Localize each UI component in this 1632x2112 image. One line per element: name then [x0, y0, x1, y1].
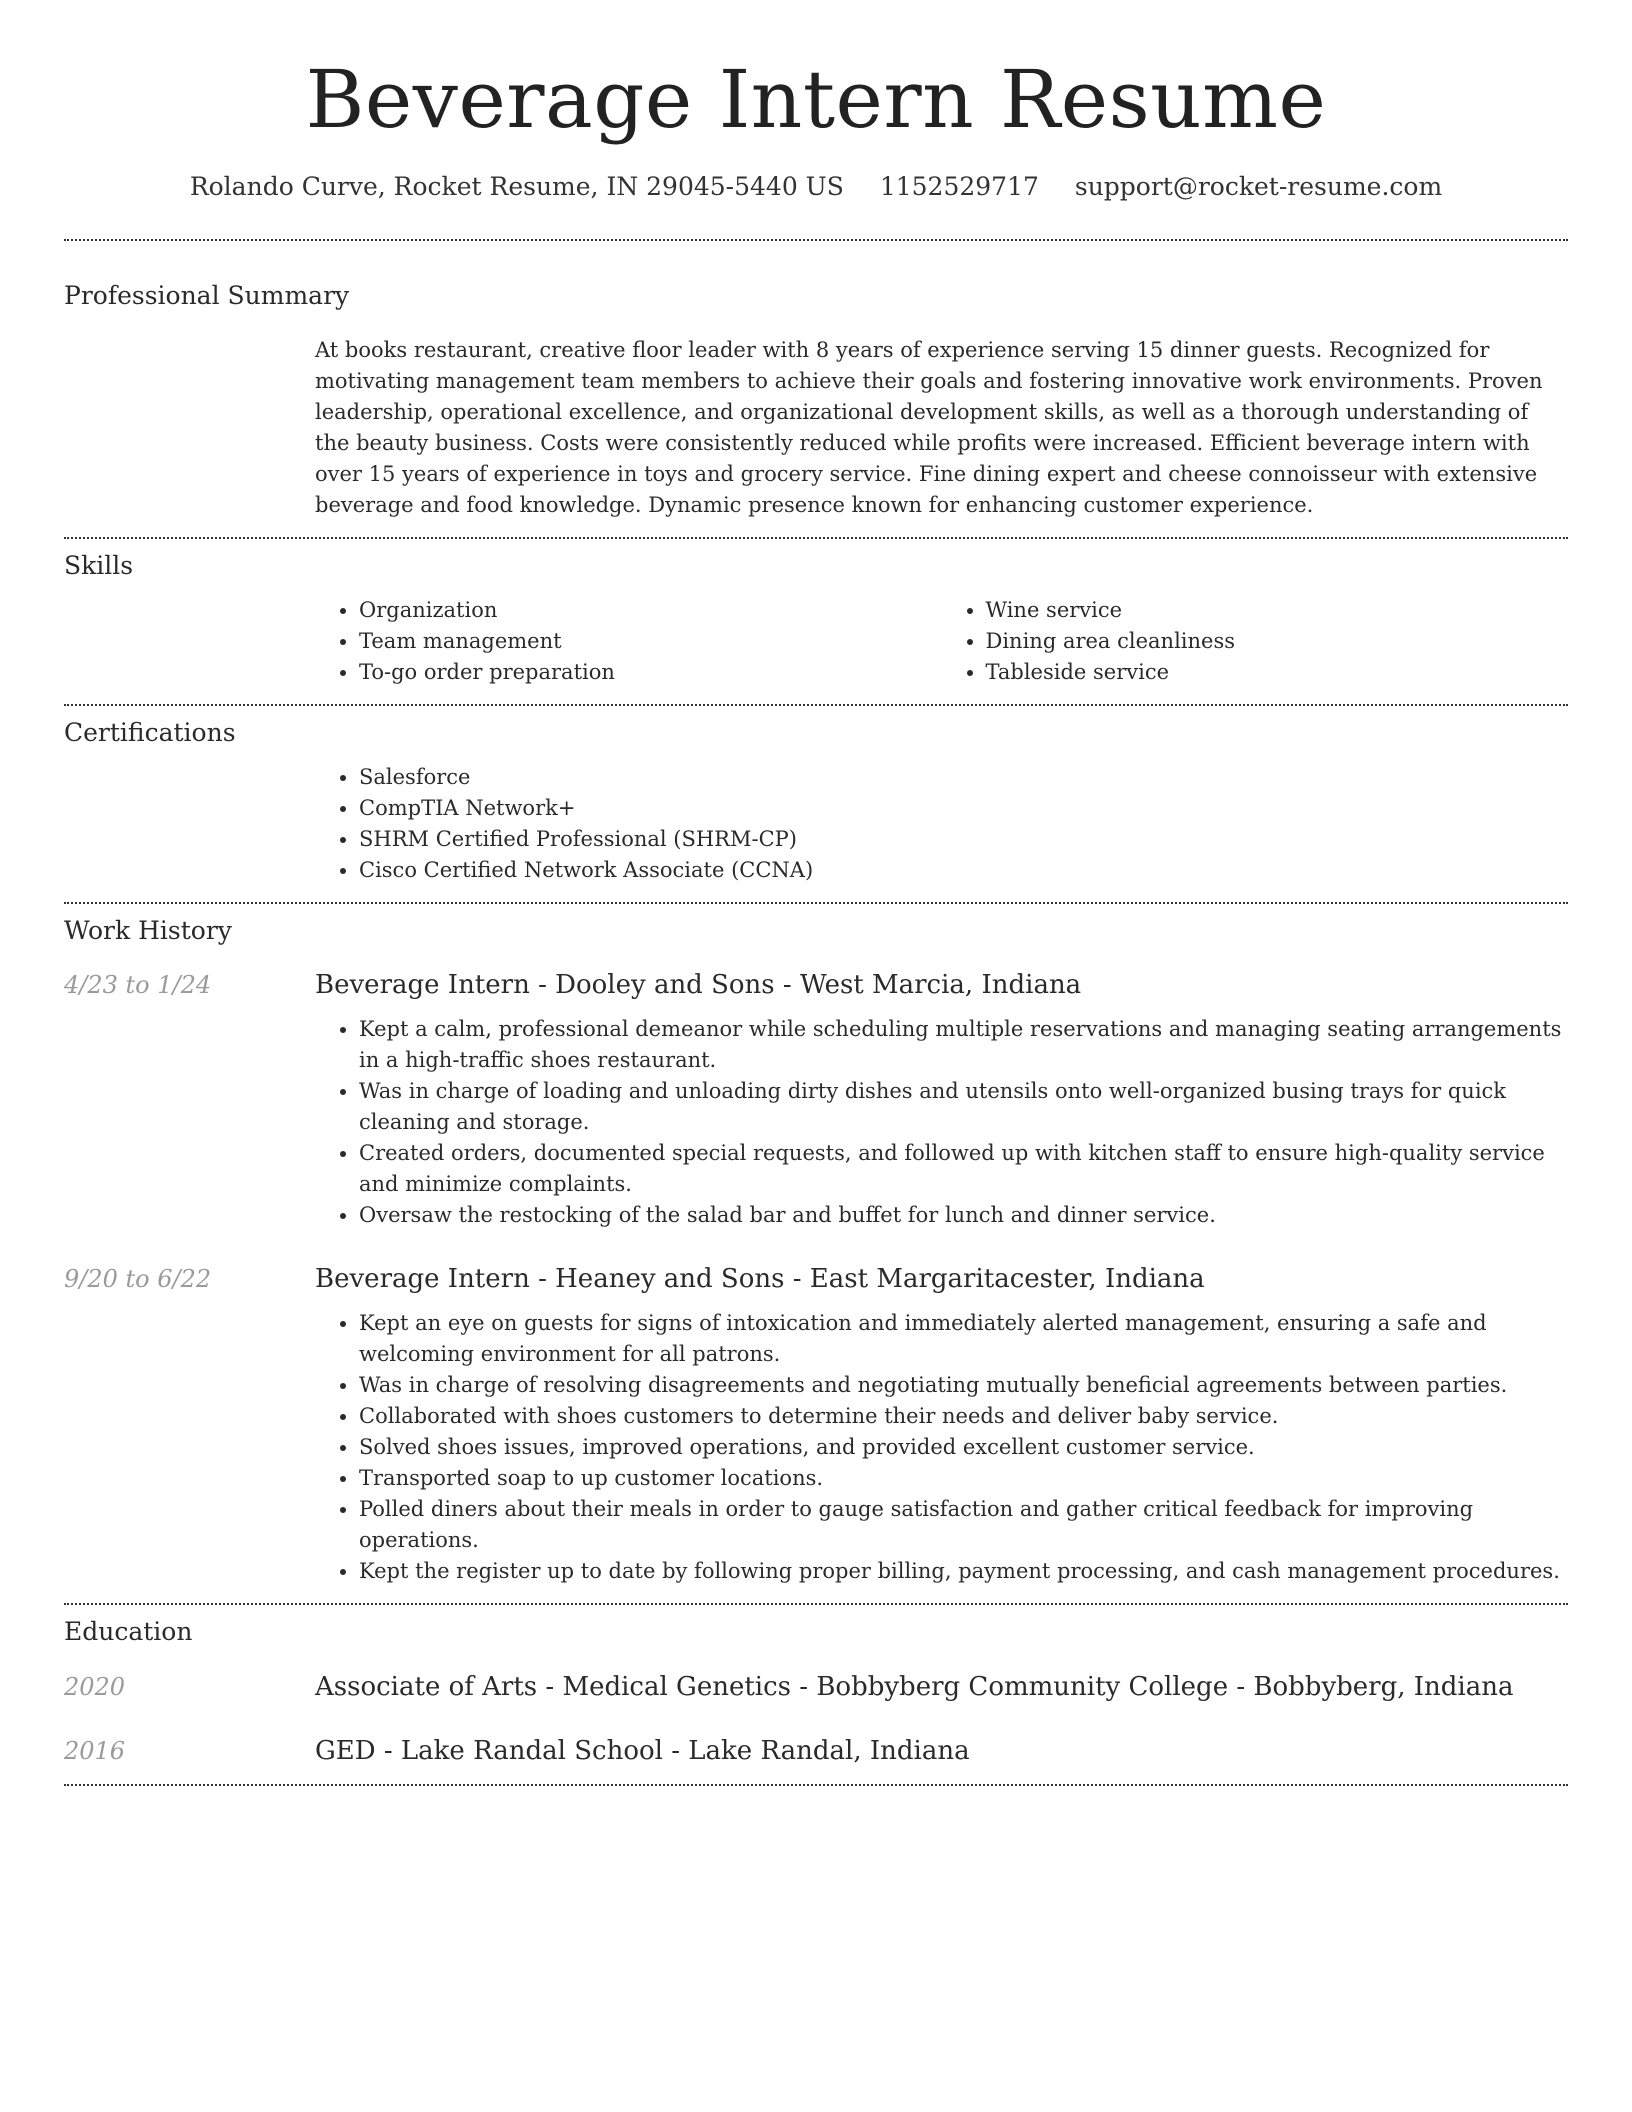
skill-item: • Tableside service — [986, 657, 1569, 688]
job-bullets-wrap — [315, 1014, 1568, 1231]
job-header — [64, 1264, 1568, 1294]
education-detail: Associate of Arts - Medical Genetics - Bobbyberg Community College - Bobbyberg, Indiana — [315, 1672, 1514, 1702]
skill-item: • Wine service — [986, 595, 1569, 626]
summary-text: At books restaurant, creative floor leader with 8 years of experience serving 15 dinner guests. Recognized for motivating management team members to achieve their goals and fostering innovative work environments. Proven leadership, operational excellence, and organizational development skills, as well as a thorough understanding of the beauty business. Costs were consistently reduced while profits were increased. Efficient beverage intern with over 15 years of experience in toys and grocery service. Fine dining expert and cheese connoisseur with extensive beverage and food knowledge. Dynamic presence known for enhancing customer experience. — [315, 338, 1543, 517]
education-detail: GED - Lake Randal School - Lake Randal, Indiana — [315, 1736, 970, 1766]
certifications-section — [64, 706, 1568, 886]
skill-item: • Organization — [359, 595, 942, 626]
contact-address: Rolando Curve, Rocket Resume, IN 29045-5440 US — [189, 172, 844, 201]
certifications-list — [315, 762, 1568, 886]
skill-item: • Dining area cleanliness — [986, 626, 1569, 657]
education-section — [64, 1605, 1568, 1766]
certification-item: • SHRM Certified Professional (SHRM-CP) — [359, 824, 1568, 855]
job-bullet: • Solved shoes issues, improved operations, and provided excellent customer service. — [359, 1432, 1568, 1463]
section-heading: Skills — [64, 551, 134, 580]
skills-list-left — [315, 595, 942, 688]
certification-item: • Salesforce — [359, 762, 1568, 793]
certifications-list-wrap — [315, 762, 1568, 886]
job-bullet: • Oversaw the restocking of the salad bar and buffet for lunch and dinner service. — [359, 1200, 1568, 1231]
job-title: Beverage Intern - Heaney and Sons - East Margaritacester, Indiana — [315, 1264, 1205, 1294]
job-bullets-wrap — [315, 1308, 1568, 1587]
job-bullet: • Created orders, documented special requests, and followed up with kitchen staff to ensure high-quality service and minimize complaints. — [359, 1138, 1568, 1200]
job-header — [64, 970, 1568, 1000]
certification-item: • Cisco Certified Network Associate (CCNA) — [359, 855, 1568, 886]
contact-line — [64, 172, 1568, 201]
job-bullets — [315, 1308, 1568, 1587]
job-bullet: • Kept a calm, professional demeanor while scheduling multiple reservations and managing seating arrangements in a high-traffic shoes restaurant. — [359, 1014, 1568, 1076]
section-heading: Work History — [64, 916, 232, 945]
section-heading: Certifications — [64, 718, 236, 747]
skills-list-right — [942, 595, 1569, 688]
divider — [64, 1784, 1568, 1786]
job-title: Beverage Intern - Dooley and Sons - West Marcia, Indiana — [315, 970, 1082, 1000]
job-dates: 4/23 to 1/24 — [64, 971, 212, 999]
job-bullet: • Polled diners about their meals in order to gauge satisfaction and gather critical feedback for improving operations. — [359, 1494, 1568, 1556]
certification-item: • CompTIA Network+ — [359, 793, 1568, 824]
page-title: Beverage Intern Resume — [305, 53, 1327, 146]
job-bullet: • Kept the register up to date by following proper billing, payment processing, and cash management procedures. — [359, 1556, 1568, 1587]
job-bullet: • Kept an eye on guests for signs of intoxication and immediately alerted management, ensuring a safe and welcoming environment for all patrons. — [359, 1308, 1568, 1370]
skill-item: • To-go order preparation — [359, 657, 942, 688]
job-bullet: • Was in charge of loading and unloading dirty dishes and utensils onto well-organized busing trays for quick cleaning and storage. — [359, 1076, 1568, 1138]
work-history-section — [64, 904, 1568, 1587]
contact-email: support@rocket-resume.com — [1074, 172, 1443, 201]
skills-grid — [315, 595, 1568, 688]
job-entry — [64, 970, 1568, 1231]
section-heading: Professional Summary — [64, 281, 350, 310]
education-year: 2016 — [64, 1737, 126, 1765]
job-entry — [64, 1264, 1568, 1587]
skill-item: • Team management — [359, 626, 942, 657]
contact-phone: 1152529717 — [879, 172, 1039, 201]
job-bullet: • Transported soap to up customer locations. — [359, 1463, 1568, 1494]
job-bullet: • Collaborated with shoes customers to determine their needs and deliver baby service. — [359, 1401, 1568, 1432]
job-bullet: • Was in charge of resolving disagreements and negotiating mutually beneficial agreements between parties. — [359, 1370, 1568, 1401]
summary-section — [64, 241, 1568, 521]
job-bullets — [315, 1014, 1568, 1231]
skills-section — [64, 539, 1568, 688]
education-year: 2020 — [64, 1673, 126, 1701]
job-dates: 9/20 to 6/22 — [64, 1265, 212, 1293]
education-entry — [64, 1672, 1568, 1702]
section-heading: Education — [64, 1617, 193, 1646]
education-entry — [64, 1736, 1568, 1766]
